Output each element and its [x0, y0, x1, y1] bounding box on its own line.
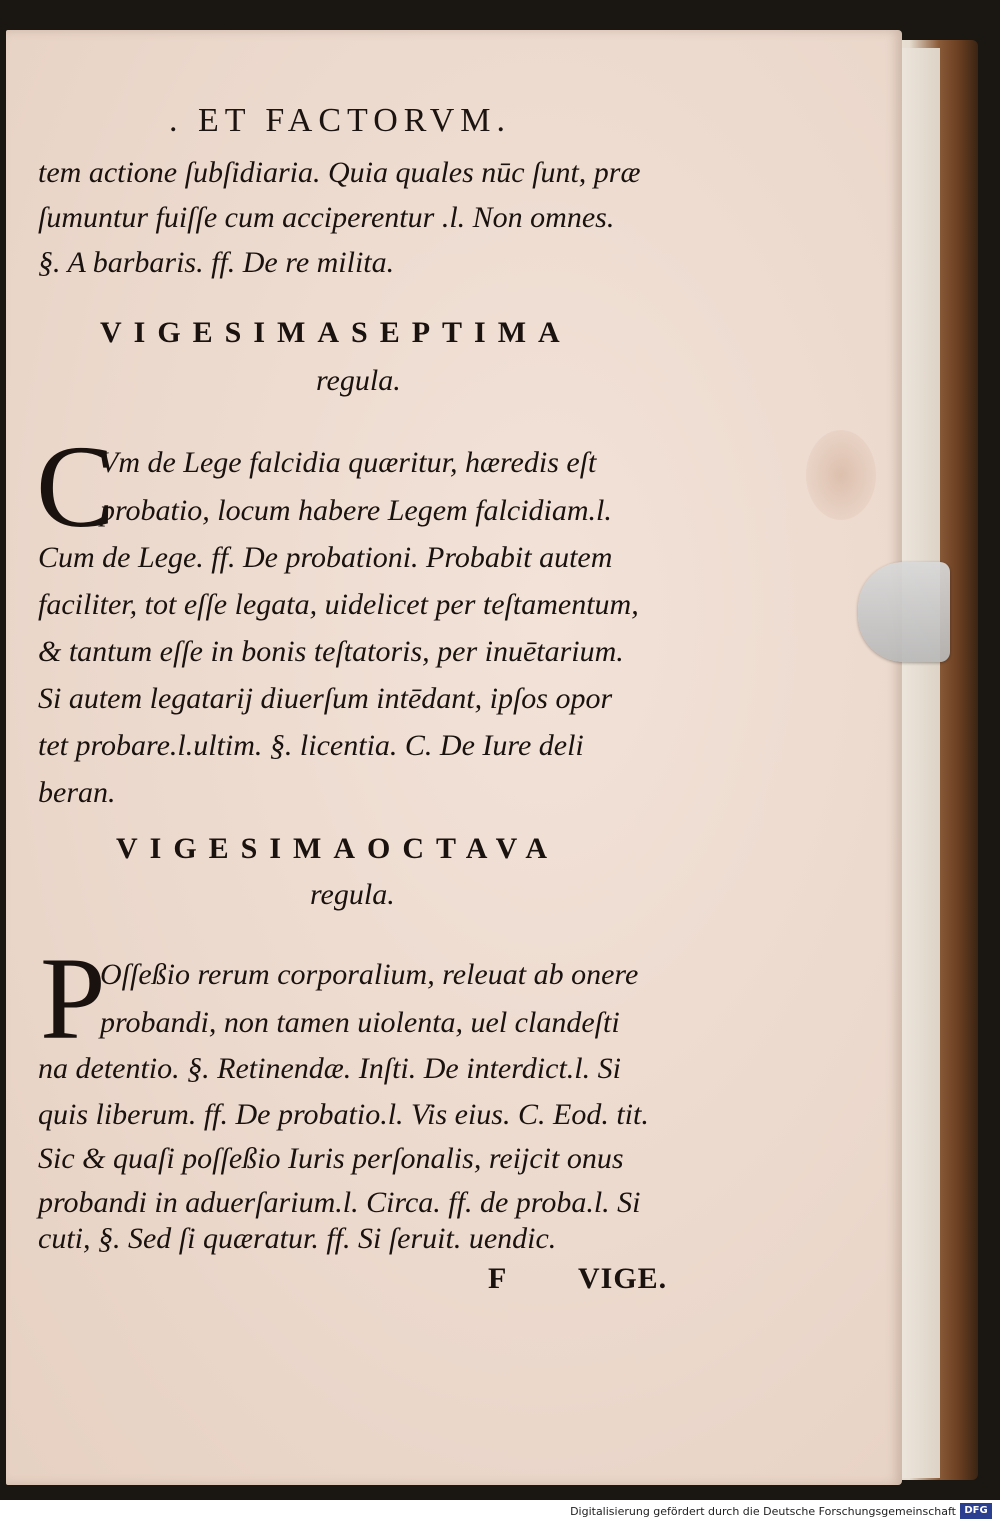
catchword: VIGE. [578, 1262, 668, 1295]
text-line: tem actione ſubſidiaria. Quia quales nūc ſunt, præ [38, 156, 641, 189]
text-line: & tantum eſſe in bonis teſtatoris, per inuētarium. [38, 635, 624, 668]
scanner-clip [858, 562, 950, 662]
text-line: Cum de Lege. ff. De probationi. Probabit autem [38, 541, 613, 574]
text-line: quis liberum. ff. De probatio.l. Vis eius. C. Eod. tit. [38, 1098, 649, 1131]
text-line: §. A barbaris. ff. De re milita. [38, 246, 395, 279]
text-line: Vm de Lege falcidia quæritur, hæredis eſt [100, 446, 597, 479]
text-line: Si autem legatarij diuerſum intēdant, ipſos opor [38, 682, 613, 715]
text-line: cuti, §. Sed ſi quæratur. ff. Si ſeruit. uendic. [38, 1222, 557, 1255]
section-subheading: regula. [316, 364, 401, 397]
section-heading: VIGESIMAOCTAVA [116, 832, 560, 865]
signature-mark: F [488, 1262, 507, 1295]
text-line: beran. [38, 776, 116, 809]
text-line: probandi, non tamen uiolenta, uel clandeſti [100, 1006, 620, 1039]
drop-cap: P [40, 933, 106, 1064]
footer-credit: Digitalisierung gefördert durch die Deutsche Forschungsgemeinschaft [570, 1505, 956, 1518]
text-line: Oſſeßio rerum corporalium, releuat ab onere [100, 958, 639, 991]
text-line: tet probare.l.ultim. §. licentia. C. De Iure deli [38, 729, 584, 762]
dfg-logo: DFG [960, 1503, 992, 1519]
page-stain [806, 430, 876, 520]
text-line: probandi in aduerſarium.l. Circa. ff. de proba.l. Si [38, 1186, 641, 1219]
section-heading: VIGESIMASEPTIMA [100, 316, 572, 349]
running-head: . ET FACTORVM. [169, 102, 511, 139]
section-subheading: regula. [310, 878, 395, 911]
text-line: faciliter, tot eſſe legata, uidelicet per teſtamentum, [38, 588, 639, 621]
drop-cap: C [36, 421, 115, 552]
text-line: na detentio. §. Retinendæ. Inſti. De interdict.l. Si [38, 1052, 621, 1085]
text-line: ſumuntur fuiſſe cum acciperentur .l. Non omnes. [38, 201, 615, 234]
text-line: probatio, locum habere Legem falcidiam.l. [100, 494, 612, 527]
text-line: Sic & quaſi poſſeßio Iuris perſonalis, reijcit onus [38, 1142, 624, 1175]
